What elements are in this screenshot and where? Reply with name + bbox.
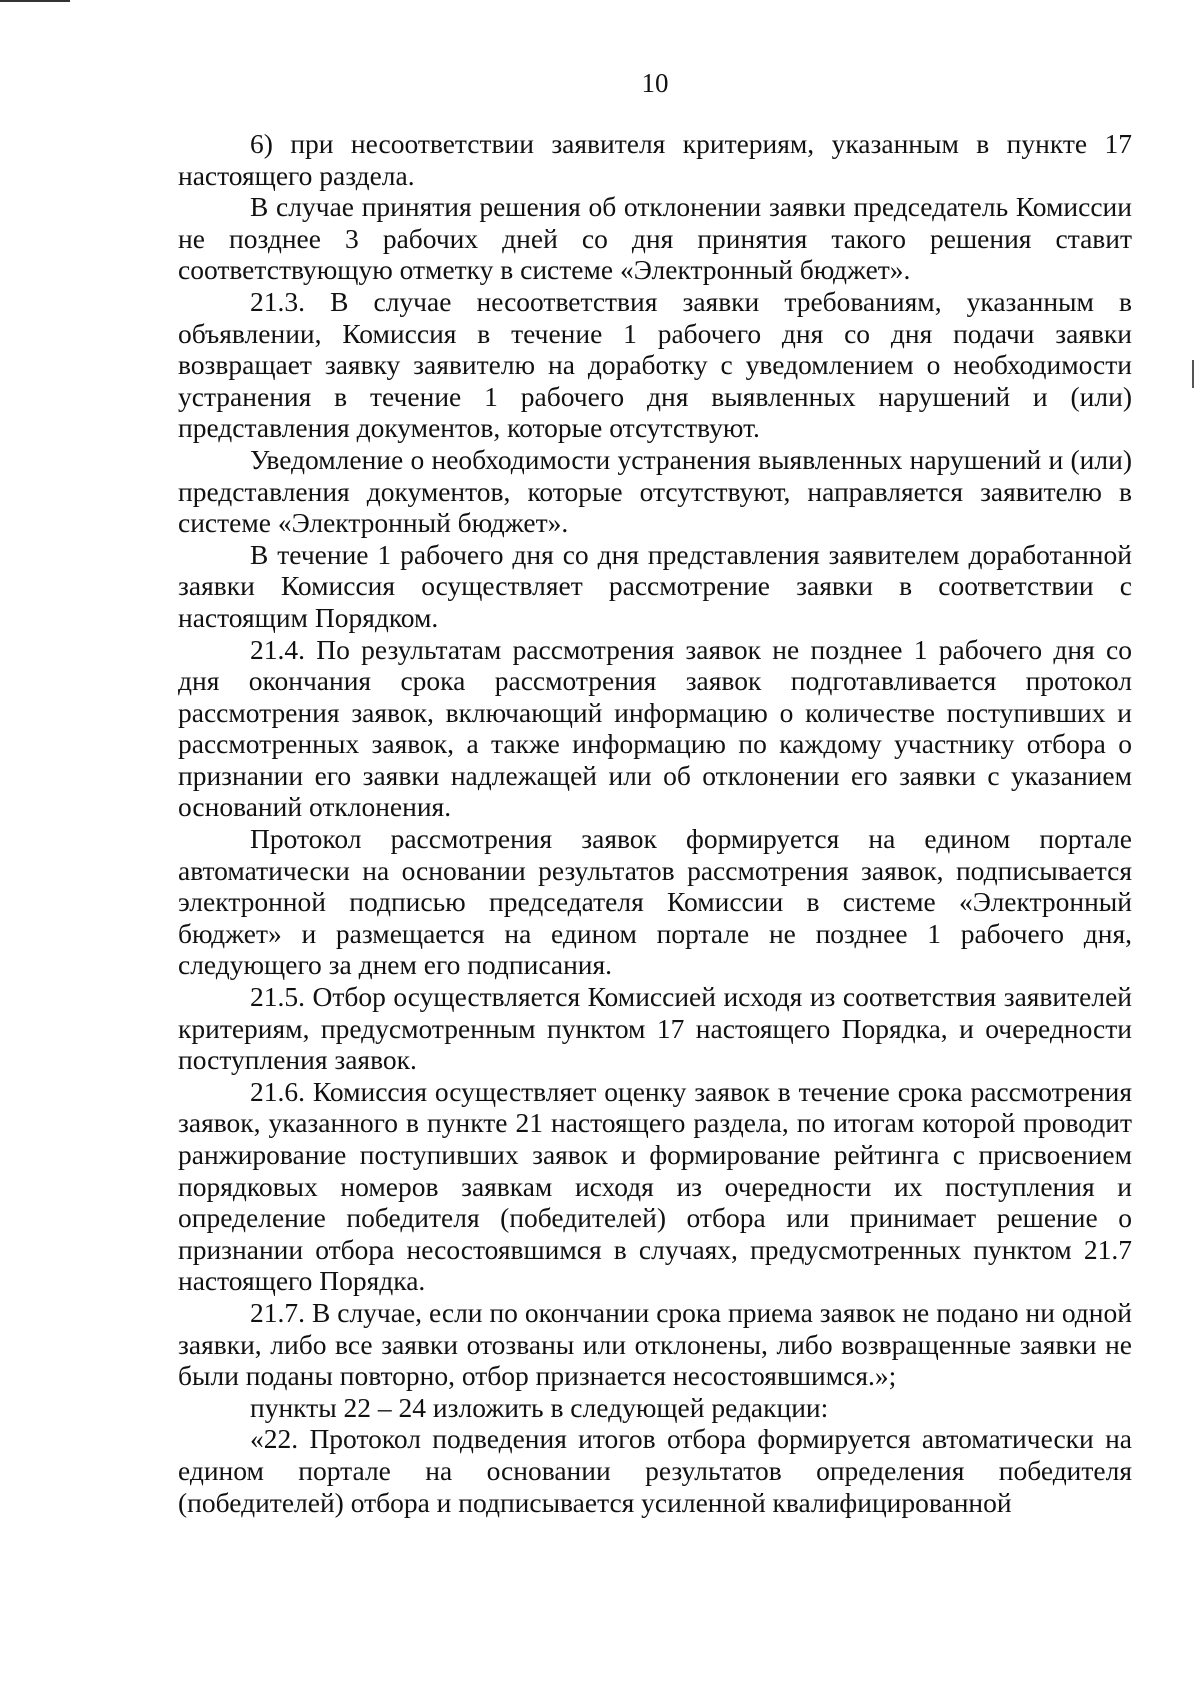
paragraph: 21.7. В случае, если по окончании срока приема заявок не подано ни одной заявки, либо все заявки отозваны или отклонены, либо возвращенные заявки не были поданы повторно, отбор признается несостоявшимся.»; (178, 1296, 1132, 1392)
paragraph: Протокол рассмотрения заявок формируется на едином портале автоматически на основании результатов рассмотрения заявок, подписывается электронной подписью председателя Комиссии в системе «Электронный бюджет» и размещается на едином портале не позднее 1 рабочего дня, следующего за днем его подписания. (178, 823, 1132, 981)
paragraph: 21.6. Комиссия осуществляет оценку заявок в течение срока рассмотрения заявок, указанного в пункте 21 настоящего раздела, по итогам которой проводит ранжирование поступивших заявок и формирование рейтинга с присвоением порядковых номеров заявкам исходя из очередности их поступления и определение победителя (победителей) отбора или принимает решение о признании отбора несостоявшимся в случаях, предусмотренных пунктом 21.7 настоящего Порядка. (178, 1075, 1132, 1297)
paragraph: «22. Протокол подведения итогов отбора формируется автоматически на едином портале на основании результатов определения победителя (победителей) отбора и подписывается усиленной квалифицированной (178, 1423, 1132, 1518)
paragraph: пункты 22 – 24 изложить в следующей редакции: (250, 1391, 829, 1423)
scan-edge-mark (0, 0, 70, 2)
paragraph: 21.4. По результатам рассмотрения заявок не позднее 1 рабочего дня со дня окончания срока рассмотрения заявок подготавливается протокол рассмотрения заявок, включающий информацию о количестве поступивших и рассмотренных заявок, а также информацию по каждому участнику отбора о признании его заявки надлежащей или об отклонении его заявки с указанием оснований отклонения. (178, 633, 1132, 823)
paragraph: 21.5. Отбор осуществляется Комиссией исходя из соответствия заявителей критериям, предусмотренным пунктом 17 настоящего Порядка, и очередности поступления заявок. (178, 981, 1132, 1076)
scan-edge-mark (1192, 360, 1194, 388)
paragraph: 6) при несоответствии заявителя критериям, указанным в пункте 17 настоящего раздела. (178, 128, 1132, 191)
page-number: 10 (641, 68, 669, 98)
paragraph: 21.3. В случае несоответствия заявки требованиям, указанным в объявлении, Комиссия в течение 1 рабочего дня со дня подачи заявки возвращает заявку заявителю на доработку с уведомлением о необходимости устранения в течение 1 рабочего дня выявленных нарушений и (или) представления документов, которые отсутствуют. (178, 285, 1132, 444)
paragraph: В случае принятия решения об отклонении заявки председатель Комиссии не позднее 3 рабочих дней со дня принятия такого решения ставит соответствующую отметку в системе «Электронный бюджет». (178, 191, 1132, 286)
document-page (178, 60, 1132, 1518)
paragraph: В течение 1 рабочего дня со дня представления заявителем доработанной заявки Комиссия осуществляет рассмотрение заявки в соответствии с настоящим Порядком. (178, 538, 1132, 633)
paragraph: Уведомление о необходимости устранения выявленных нарушений и (или) представления документов, которые отсутствуют, направляется заявителю в системе «Электронный бюджет». (178, 443, 1132, 539)
